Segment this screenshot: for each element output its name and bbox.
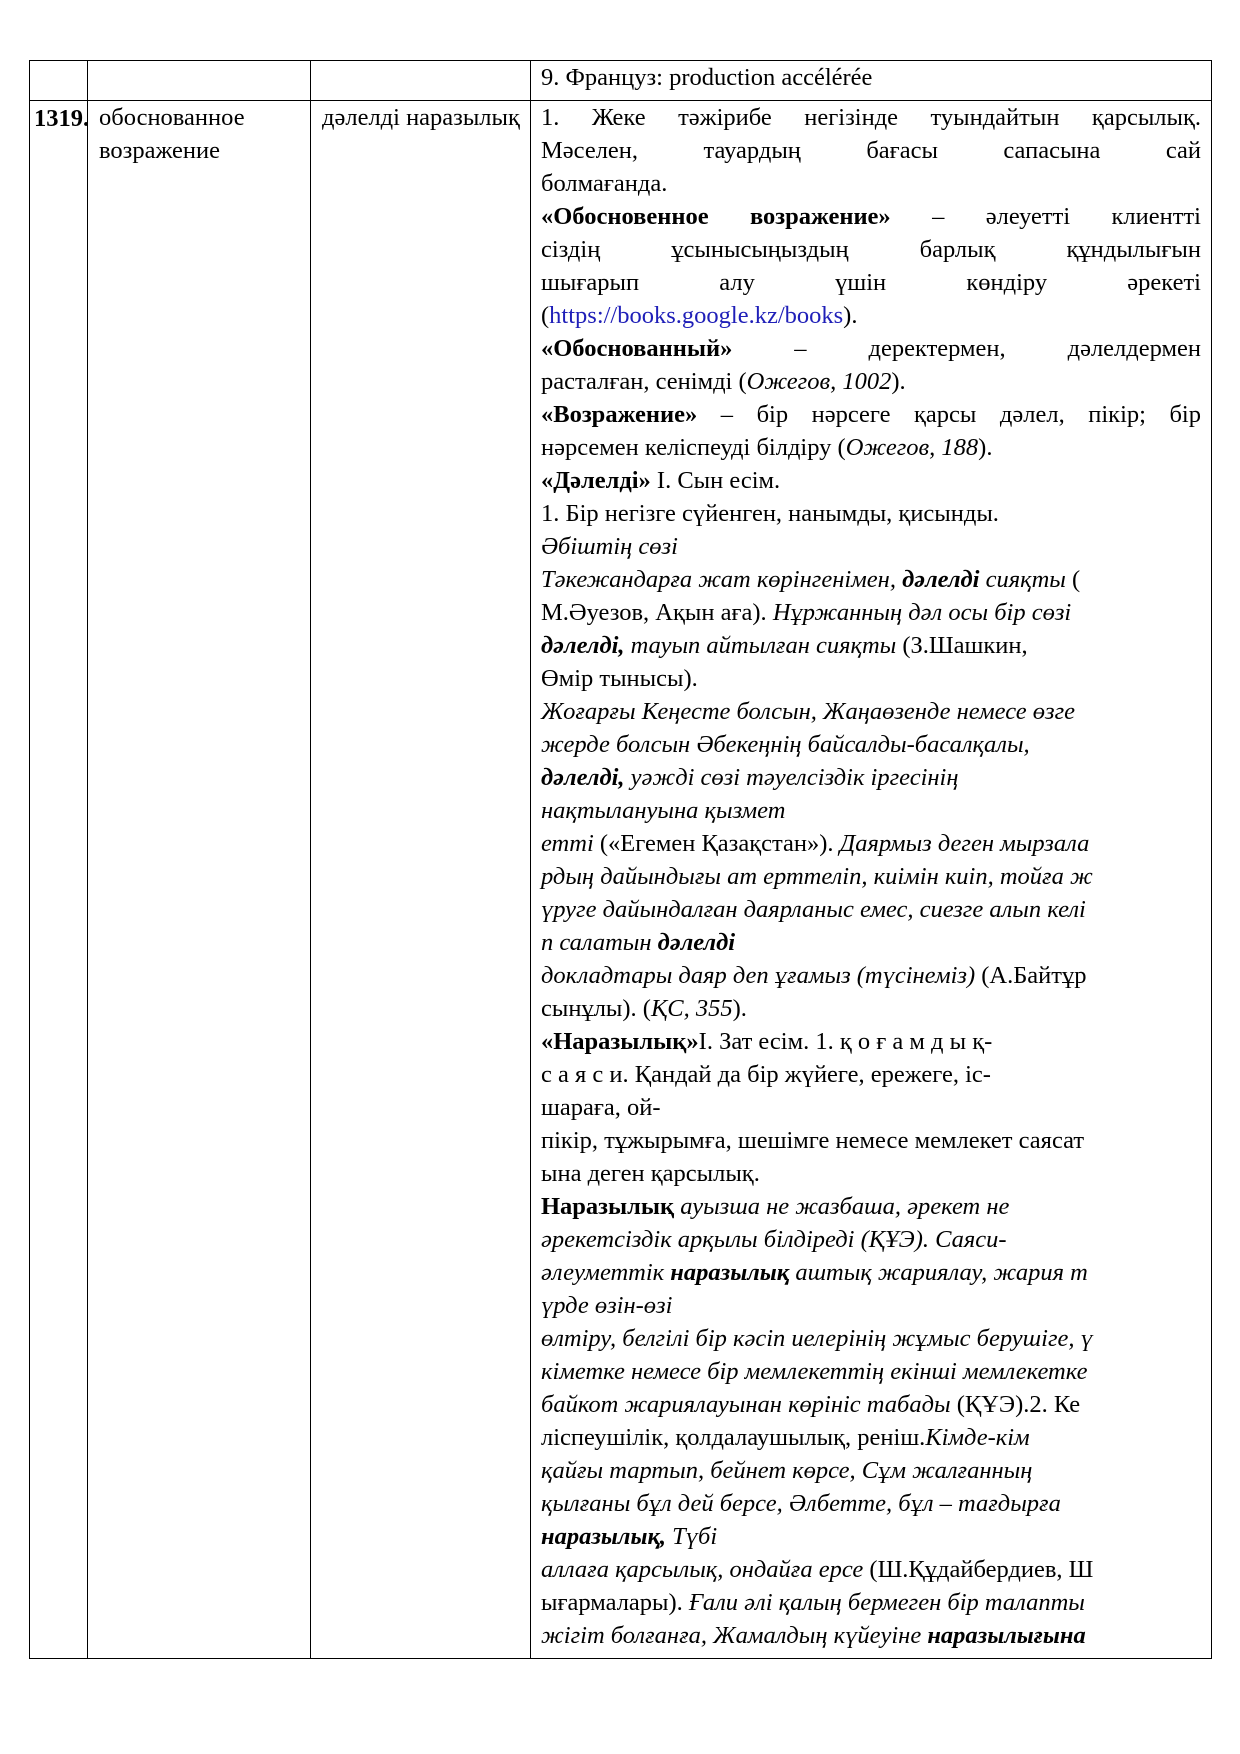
def-line: «Обоснованный» – деректермен, дәлелдермен (541, 335, 1201, 362)
def-line: етті («Егемен Қазақстан»). Даярмыз деген мырзала (541, 830, 1090, 857)
def-line: үрде өзін-өзі (541, 1292, 673, 1319)
def-line: Әбіштің сөзі (541, 533, 678, 560)
headword: Наразылық (541, 1193, 675, 1220)
def-line: «Дәлелді» I. Сын есім. (541, 467, 781, 494)
cell-number-empty (30, 61, 88, 101)
def-line: шараға, ой- (541, 1094, 661, 1121)
def-line: наразылық, Түбі (541, 1523, 718, 1550)
term-russian: обоснованное возражение (88, 101, 311, 1659)
def-line: әрекетсіздік арқылы білдіреді (ҚҰЭ). Саяси- (541, 1226, 1007, 1253)
def-line: кіметке немесе бір мемлекеттің екінші мемлекетке (541, 1358, 1088, 1385)
term-kazakh: дәлелді наразылық (311, 101, 531, 1659)
def-line: Мәселен, тауардың бағасы сапасына сай (541, 137, 1201, 164)
dictionary-table (29, 60, 1212, 1659)
cell-term-kz-empty (311, 61, 531, 101)
def-line: Наразылық ауызша не жазбаша, әрекет не (541, 1193, 1010, 1220)
def-line: рдың дайындығы ат ерттеліп, киімін киіп, тойға ж (541, 863, 1093, 890)
cell-term-ru-empty (88, 61, 311, 101)
def-line: п салатын дәлелді (541, 929, 736, 956)
headword: «Дәлелді» (541, 467, 651, 494)
def-line: расталған, сенімді (Ожегов, 1002). (541, 368, 906, 395)
def-line: пікір, тұжырымға, шешімге немесе мемлекет саясат (541, 1127, 1085, 1154)
def-line: нақтылануына қызмет (541, 797, 786, 824)
headword: «Обоснованный» (541, 335, 733, 362)
def-line: сіздің ұсынысыңыздың барлық құндылығын (541, 236, 1201, 263)
def-line: ығармалары). Ғали әлі қалың бермеген бір талапты (541, 1589, 1085, 1616)
cell-definition-previous (531, 61, 1212, 101)
def-line: жерде болсын Әбекеңнің байсалды-басалқалы, (541, 731, 1030, 758)
def-line: өлтіру, белгілі бір кәсіп иелерінің жұмыс берушіге, ү (541, 1325, 1093, 1352)
def-line: болмағанда. (541, 170, 668, 197)
source-link[interactable]: https://books.google.kz/books (549, 302, 844, 329)
def-line: әлеуметтік наразылық аштық жариялау, жария т (541, 1259, 1088, 1286)
def-line: қылғаны бұл дей берсе, Әлбетте, бұл – тағдырға (541, 1490, 1061, 1517)
def-line: байкот жариялауынан көрініс табады (ҚҰЭ).2. Ке (541, 1391, 1081, 1418)
def-line: Өмір тынысы). (541, 665, 698, 692)
def-line: дәлелді, тауып айтылған сияқты (З.Шашкин, (541, 632, 1028, 659)
def-line: М.Әуезов, Ақын аға). Нұржанның дәл осы бір сөзі (541, 599, 1072, 626)
previous-entry-text: 9. Француз: production accélérée (541, 64, 873, 91)
entry-definition (531, 101, 1212, 1659)
def-line: аллаға қарсылық, ондайға ерсе (Ш.Құдайбердиев, Ш (541, 1556, 1094, 1583)
def-line: «Обосновенное возражение» – әлеуетті клиентті (541, 203, 1201, 230)
def-line: Тәкежандарға жат көрінгенімен, дәлелді сияқты ( (541, 566, 1081, 593)
def-line: сынұлы). (ҚС, 355). (541, 995, 747, 1022)
headword: «Обосновенное возражение» (541, 203, 891, 230)
def-line: қайғы тартып, бейнет көрсе, Сұм жалғанның (541, 1457, 1033, 1484)
table-row-1319 (30, 101, 1212, 1659)
def-line: нәрсемен келіспеуді білдіру (Ожегов, 188). (541, 434, 993, 461)
def-line: Жоғарғы Кеңесте болсын, Жаңаөзенде немесе өзге (541, 698, 1076, 725)
def-line: ліспеушілік, қолдалаушылық, реніш.Кімде-кім (541, 1424, 1030, 1451)
entry-number: 1319. (30, 101, 88, 1659)
def-line: «Наразылық»I. Зат есім. 1. қ о ғ а м д ы қ- (541, 1028, 993, 1055)
def-line: докладтары даяр деп ұғамыз (түсінеміз) (А.Байтұр (541, 962, 1087, 989)
def-line: дәлелді, уәжді сөзі тәуелсіздік іргесінің (541, 764, 959, 791)
def-line: 1. Бір негізге сүйенген, нанымды, қисынды. (541, 500, 999, 527)
def-line: «Возражение» – бір нәрсеге қарсы дәлел, пікір; бір (541, 401, 1201, 428)
def-line: 1. Жеке тәжірибе негізінде туындайтын қарсылық. (541, 104, 1201, 131)
def-line: ына деген қарсылық. (541, 1160, 760, 1187)
def-line: с а я с и. Қандай да бір жүйеге, ережеге, іс- (541, 1061, 991, 1088)
table-row-previous (30, 61, 1212, 101)
def-line: үруге дайындалған даярланыс емес, сиезге алып келі (541, 896, 1086, 923)
def-line: жігіт болғанға, Жамалдың күйеуіне наразылығына (541, 1622, 1086, 1649)
def-line: (https://books.google.kz/books). (541, 302, 858, 329)
headword: «Возражение» (541, 401, 698, 428)
headword: «Наразылық» (541, 1028, 699, 1055)
def-line: шығарып алу үшін көндіру әрекеті (541, 269, 1201, 296)
